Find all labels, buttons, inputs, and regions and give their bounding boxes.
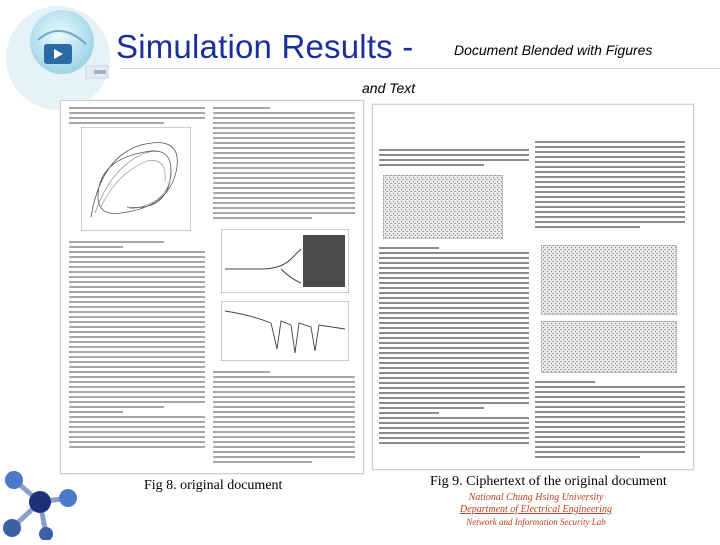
fig9-caption: Fig 9. Ciphertext of the original document bbox=[430, 474, 667, 489]
page-title-row bbox=[116, 28, 716, 68]
lyapunov-figure bbox=[221, 301, 349, 361]
molecule-icon bbox=[0, 458, 82, 540]
footer-affiliation bbox=[376, 492, 696, 536]
doc1-left-column-text bbox=[69, 241, 205, 451]
original-document-image bbox=[60, 100, 364, 474]
doc1-right-column bbox=[213, 107, 355, 222]
ciphertext-document-image bbox=[372, 104, 694, 470]
encrypted-figure-2 bbox=[541, 245, 677, 315]
doc2-left-column-text bbox=[379, 247, 529, 447]
encrypted-figure-3 bbox=[541, 321, 677, 373]
attractor-figure bbox=[81, 127, 191, 231]
footer-department: Department of Electrical Engineering bbox=[460, 504, 612, 515]
footer-lab: Network and Information Security Lab bbox=[466, 517, 606, 527]
footer-university: National Chung Hsing University bbox=[468, 492, 604, 503]
globe-logo-icon bbox=[0, 0, 112, 112]
title-divider bbox=[120, 68, 720, 69]
fig8-caption: Fig 8. original document bbox=[144, 478, 283, 493]
doc2-left-column-top bbox=[379, 149, 529, 169]
page-subtitle-continued: and Text bbox=[362, 80, 416, 96]
doc2-right-column-text bbox=[535, 381, 685, 461]
doc2-right-column bbox=[535, 141, 685, 231]
encrypted-figure-1 bbox=[383, 175, 503, 239]
page-subtitle: Document Blended with Figures bbox=[454, 42, 653, 58]
doc1-left-column bbox=[69, 107, 205, 127]
bifurcation-figure bbox=[221, 229, 349, 293]
page-title: Simulation Results - bbox=[116, 28, 414, 65]
doc1-right-column-text bbox=[213, 371, 355, 466]
